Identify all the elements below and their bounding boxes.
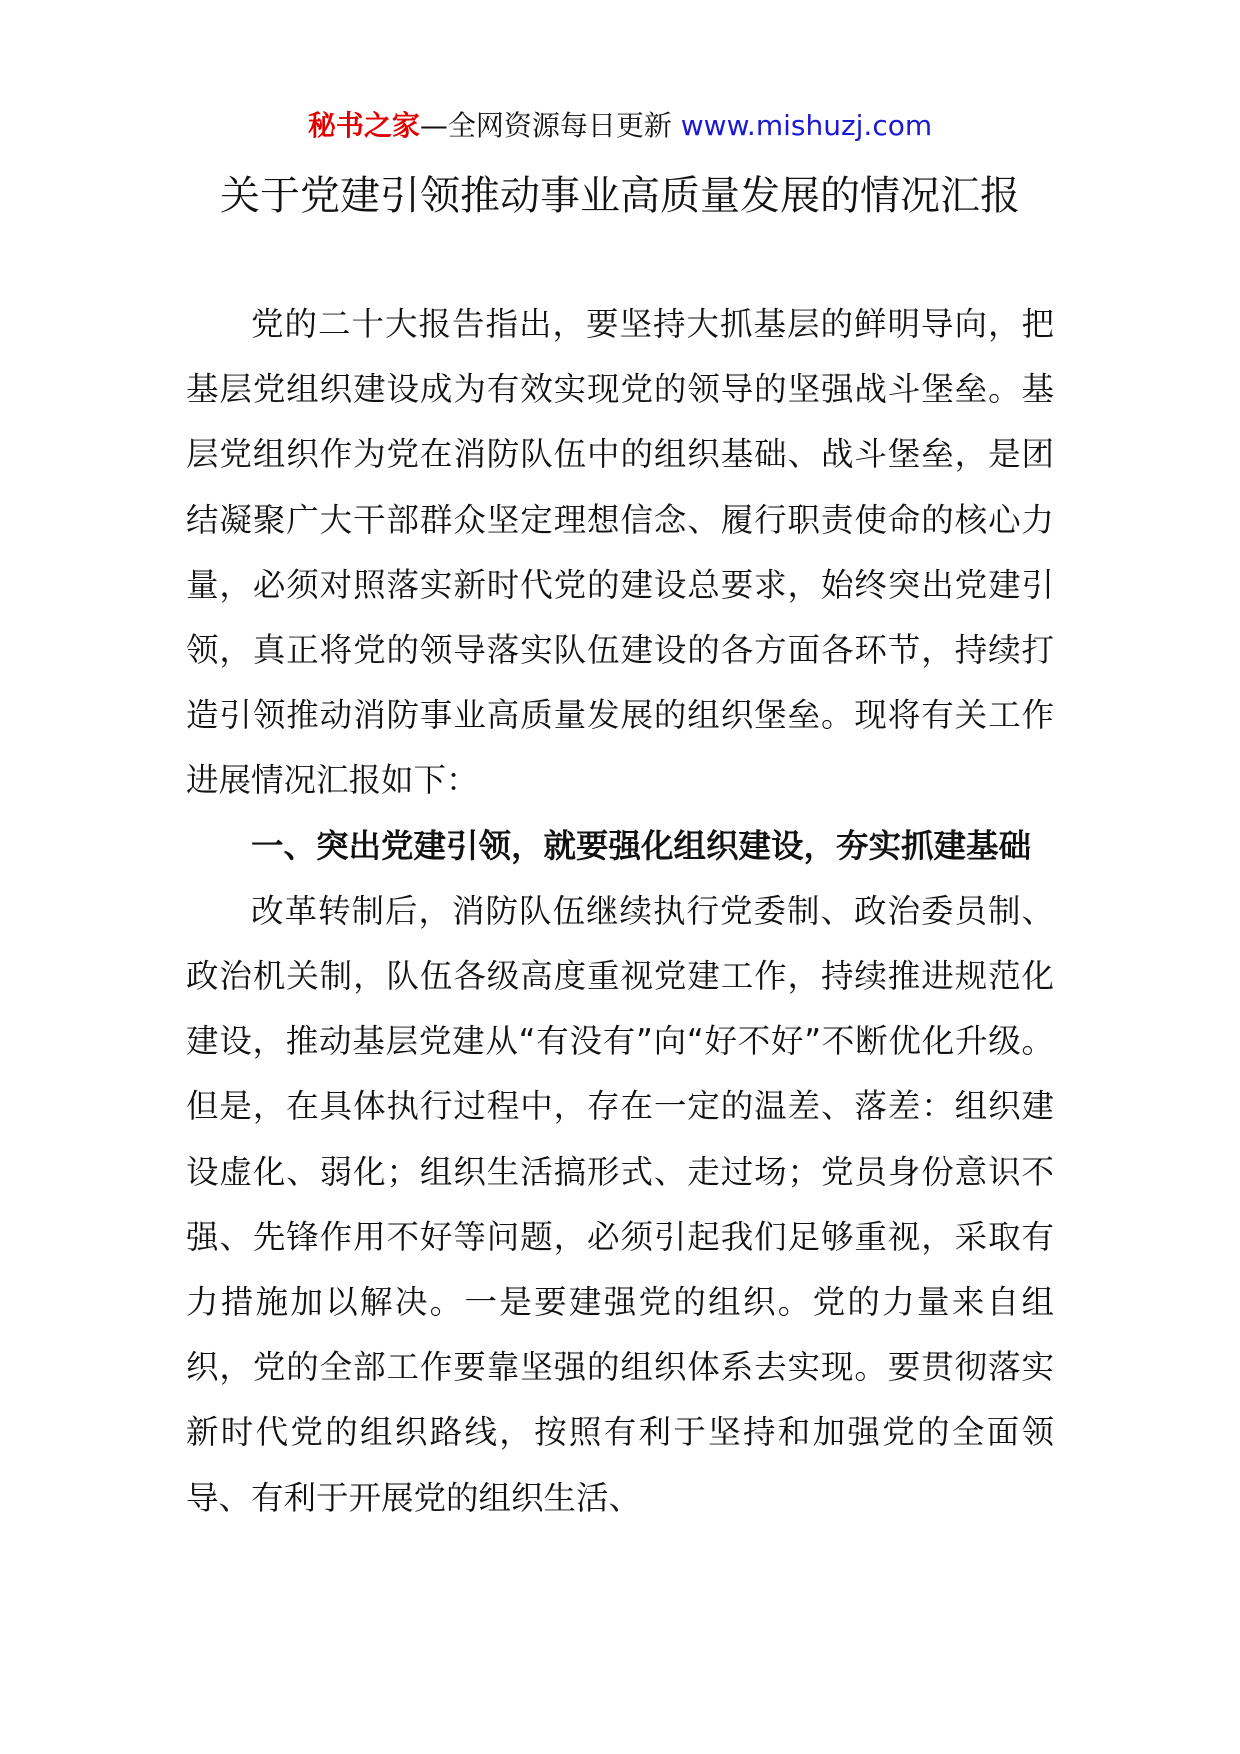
intro-paragraph: 党的二十大报告指出，要坚持大抓基层的鲜明导向，把基层党组织建设成为有效实现党的领导的坚强战斗堡垒。基层党组织作为党在消防队伍中的组织基础、战斗堡垒，是团结凝聚广大干部群众坚定理想信念、履行职责使命的核心力量，必须对照落实新时代党的建设总要求，始终突出党建引领，真正将党的领导落实队伍建设的各方面各环节，持续打造引领推动消防事业高质量发展的组织堡垒。现将有关工作进展情况汇报如下： [186,305,1054,800]
document-title: 关于党建引领推动事业高质量发展的情况汇报 [220,173,1020,219]
site-banner [0,104,1240,148]
banner-slogan: —全网资源每日更新 [419,109,681,142]
brand-name: 秘书之家 [307,109,420,142]
section-heading-1: 一、突出党建引领，就要强化组织建设，夯实抓建基础 [251,826,1032,865]
document-body [186,292,1054,1531]
site-url-link[interactable]: www.mishuzj.com [680,109,933,142]
section-1-paragraph: 改革转制后，消防队伍继续执行党委制、政治委员制、政治机关制，队伍各级高度重视党建工作，持续推进规范化建设，推动基层党建从“有没有”向“好不好”不断优化升级。但是，在具体执行过程中，存在一定的温差、落差：组织建设虚化、弱化；组织生活搞形式、走过场；党员身份意识不强、先锋作用不好等问题，必须引起我们足够重视，采取有力措施加以解决。一是要建强党的组织。党的力量来自组织，党的全部工作要靠坚强的组织体系去实现。要贯彻落实新时代党的组织路线，按照有利于坚持和加强党的全面领导、有利于开展党的组织生活、 [186,891,1054,1517]
